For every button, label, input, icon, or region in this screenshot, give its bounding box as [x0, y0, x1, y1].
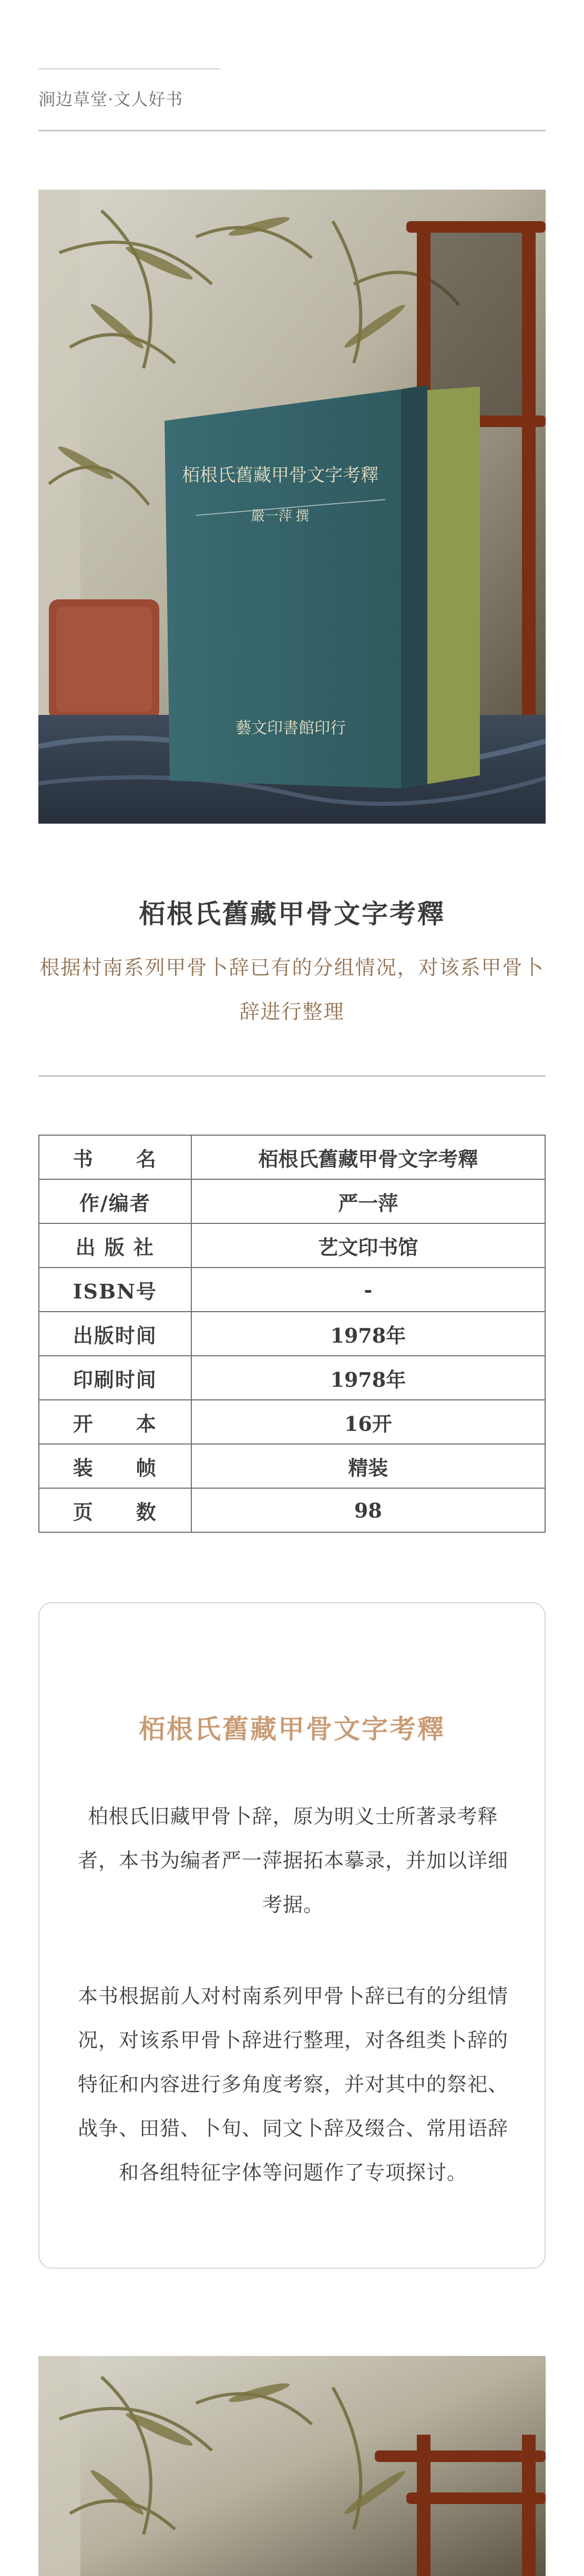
row-value-author: 严一萍: [191, 1179, 545, 1223]
row-value-format: 16开: [191, 1400, 545, 1444]
description-card: [38, 1602, 546, 2269]
table-row: [39, 1356, 545, 1400]
table-row: [39, 1179, 545, 1223]
row-label-author: 作/编者: [39, 1179, 191, 1223]
row-value-publisher: 艺文印书馆: [191, 1223, 545, 1268]
table-row: [39, 1223, 545, 1268]
row-value-isbn: -: [191, 1268, 545, 1312]
row-value-pages: 98: [191, 1488, 545, 1532]
cover-author: 嚴一萍 撰: [251, 508, 310, 524]
book-title: 栢根氏舊藏甲骨文字考釋: [139, 899, 445, 929]
row-label-publisher: 出 版 社: [39, 1223, 191, 1268]
description-paragraph-1: 柏根氏旧藏甲骨卜辞，原为明义士所著录考释者，本书为编者严一萍据拓本摹录，并加以详细考据。: [77, 1805, 508, 1916]
description-paragraph-2: 本书根据前人对村南系列甲骨卜辞已有的分组情况，对该系甲骨卜辞进行整理，对各组类卜辞的特征和内容进行多角度考察，并对其中的祭祀、战争、田猎、卜旬、同文卜辞及缀合、常用语辞和各组特征字体等问题作了专项探讨。: [77, 1985, 508, 2184]
row-label-title: 书 名: [39, 1135, 191, 1179]
section-divider: [38, 1075, 546, 1077]
table-row: [39, 1444, 545, 1488]
table-row: [39, 1135, 545, 1179]
table-row: [39, 1312, 545, 1356]
row-label-publish-date: 出版时间: [39, 1312, 191, 1356]
book-info-table: [38, 1135, 546, 1533]
row-label-format: 开 本: [39, 1400, 191, 1444]
row-value-print-date: 1978年: [191, 1356, 545, 1400]
table-row: [39, 1268, 545, 1312]
cover-title: 栢根氏舊藏甲骨文字考釋: [182, 466, 378, 485]
row-label-print-date: 印刷时间: [39, 1356, 191, 1400]
book-subtitle: 根据村南系列甲骨卜辞已有的分组情况，对该系甲骨卜辞进行整理: [39, 956, 545, 1023]
row-value-publish-date: 1978年: [191, 1312, 545, 1356]
cover-publisher: 藝文印書館印行: [235, 720, 346, 737]
table-row: [39, 1400, 545, 1444]
row-value-binding: 精装: [191, 1444, 545, 1488]
row-label-isbn: ISBN号: [39, 1268, 191, 1312]
row-label-binding: 装 帧: [39, 1444, 191, 1488]
description-title: 栢根氏舊藏甲骨文字考釋: [139, 1714, 445, 1744]
header-divider: [38, 130, 546, 131]
brand-name: 涧边草堂·文人好书: [38, 89, 183, 109]
table-row: [39, 1488, 545, 1532]
product-photo-2: [38, 2356, 546, 2576]
row-label-pages: 页 数: [39, 1488, 191, 1532]
header-top-rule: [38, 68, 220, 69]
row-value-title: 栢根氏舊藏甲骨文字考釋: [191, 1135, 545, 1179]
product-photo: [38, 190, 546, 824]
